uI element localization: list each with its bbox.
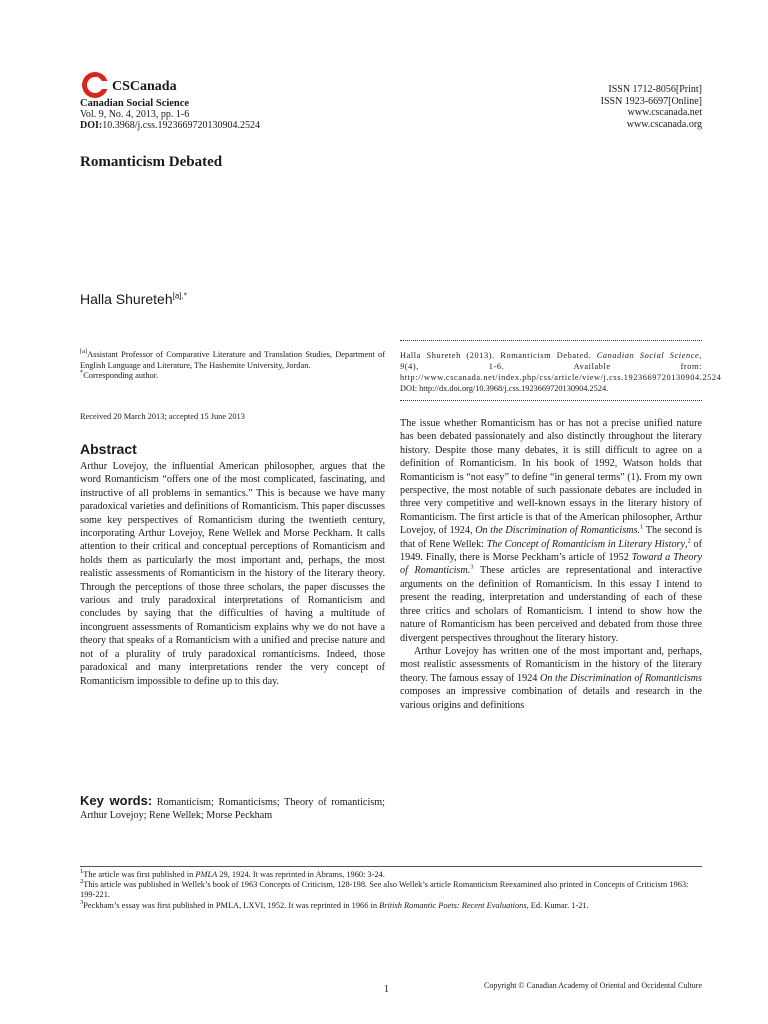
- issn-print: ISSN 1712-8056[Print]: [608, 84, 702, 95]
- doi-line: [80, 120, 260, 131]
- citation-part: Halla Shureteh (2013). Romanticism Debated.: [400, 351, 597, 360]
- citation-volume: 9: [400, 362, 405, 371]
- footnote-number: 2: [80, 878, 84, 886]
- footnote-text: This article was published in Wellek’s book of 1963 Concepts of Criticism, 128-198. See also Wellek’s article Romanticism Reexamined also printed in Concepts of Criticism 1963: 199-221.: [80, 880, 689, 900]
- citation-part: ,: [699, 351, 702, 360]
- body-text-run: composes an impressive combination of details and research in the various origins and definitions: [400, 686, 702, 711]
- website-link-org[interactable]: www.cscanada.org: [626, 118, 702, 130]
- body-italic-title: Toward a Theory of Romanticism.: [400, 552, 702, 577]
- page-number: 1: [384, 984, 389, 995]
- body-text-run: These articles are representational and interactive arguments on the definition of Romanticism. In this essay I intend to present the reading, interpretation and understanding of each of these three critics and scholars of Romanticism. I intend to show how the nature of Romanticism has been perceived and debated from those three divergent perspectives throughout the literary history.: [400, 565, 702, 644]
- volume-line: Vol. 9, No. 4, 2013, pp. 1-6: [80, 109, 190, 120]
- body-italic-title: On the Discrimination of Romanticisms: [539, 672, 702, 684]
- citation-text: [400, 350, 722, 383]
- body-paragraph-1: [400, 417, 702, 645]
- author-line: [80, 291, 187, 307]
- article-title: Romanticism Debated: [80, 154, 223, 170]
- corresponding-note: [80, 371, 385, 382]
- citation-box: [400, 340, 722, 401]
- affiliation-block: [80, 350, 385, 382]
- footnote-2: [80, 880, 702, 900]
- footnote-italic: British Romantic Poets: Recent Evaluations: [379, 900, 527, 910]
- footnote-number: 3: [80, 898, 84, 906]
- journal-info: [80, 98, 260, 131]
- affiliation: [80, 350, 385, 371]
- body-paragraph-2: [400, 645, 702, 712]
- copyright-notice: Copyright © Canadian Academy of Oriental and Occidental Culture: [483, 981, 702, 990]
- cscanada-logo-icon: [80, 70, 110, 100]
- footnote-text: 29, 1924. It was reprinted in Abrams, 1960: 3-24.: [217, 870, 385, 879]
- abstract-body: Arthur Lovejoy, the influential American philosopher, argues that the word Romanticism “offers one of the most complicated, fascinating, and instructive of all problems in semantics.” This is because we have many paradoxical varieties and definitions of Romanticism. This paper discusses some key perspectives of Romanticism during the twentieth century, incorporating Arthur Lovejoy, Rene Wellek and Morse Peckham. It calls attention to their critical and conceptual perceptions of Romanticism and holds them as particularly the most important and, perhaps, the most realistic assessments of Romanticism in the history of the literary theory. Through the perceptions of those three scholars, the paper discusses the various and truly paradoxical interpretations of Romanticism and concludes by saying that the difficulties of having a multitude of incongruent assessments of Romanticism explains why we do not have a theory that speaks of a Romanticism with a unified and precise nature and not of a plurality of truly paradoxical romanticisms. Indeed, those paradoxical and many interpretations render the very concept of Romanticism impossible to define up to this day.: [80, 461, 385, 687]
- body-text-run: ,: [685, 538, 688, 550]
- corresponding-text: Corresponding author.: [83, 371, 159, 380]
- footnote-1: [80, 870, 702, 880]
- keywords-label: Key words:: [80, 793, 153, 808]
- publisher-logo: [80, 70, 177, 100]
- author-name: Halla Shureteh: [80, 291, 173, 307]
- issn-online: ISSN 1923-6697[Online]: [600, 95, 702, 107]
- body-text: [400, 417, 702, 712]
- body-text-run: Arthur Lovejoy has written one of the most important and, perhaps, most realistic assessments of Romanticism in the history of the literary theory. The famous essay of 1924: [400, 645, 702, 684]
- footnote-text: , Ed. Kumar. 1-21.: [526, 900, 589, 910]
- affiliation-text: Assistant Professor of Comparative Literature and Translation Studies, Department of English Language and Literature, The Hashemite University, Jordan.: [80, 350, 385, 370]
- website-link-net[interactable]: www.cscanada.net: [627, 107, 702, 118]
- citation-journal: Canadian Social Science: [596, 351, 700, 360]
- footnote-ref-2[interactable]: 2: [687, 537, 691, 545]
- footnote-divider: [80, 866, 702, 867]
- footnote-ref-1[interactable]: 1: [640, 523, 644, 531]
- keywords: [80, 794, 385, 823]
- citation-doi[interactable]: DOI: http://dx.doi.org/10.3968/j.css.1923669720130904.2524.: [400, 384, 609, 393]
- footnote-number: 1: [80, 868, 84, 876]
- body-text-run: The second is that of Rene Wellek:: [400, 525, 702, 550]
- doi-label: DOI:: [80, 120, 103, 131]
- journal-name: Canadian Social Science: [80, 98, 190, 109]
- corresponding-marker: *: [80, 369, 84, 377]
- footnote-text: Peckham’s essay was first published in PMLA, LXVI, 1952. It was reprinted in 1966 in: [83, 900, 380, 910]
- issn-block: [601, 84, 702, 130]
- doi-value: 10.3968/j.css.1923669720130904.2524: [102, 120, 261, 131]
- footnote-italic: PMLA: [195, 870, 218, 879]
- footnotes: [80, 870, 702, 911]
- footnote-ref-3[interactable]: 3: [470, 564, 474, 572]
- received-dates: Received 20 March 2013; accepted 15 June 2013: [80, 412, 245, 421]
- body-text-run: The issue whether Romanticism has or has not a precise unified nature has been debated passionately and also distinctly throughout the literary history. Despite those many debates, it is still difficult to agree on a definition of Romanticism. In his book of 1992, Watson holds that Romanticism is “not easy” to define “in general terms” (1). From my own perspective, the most notable of such passionate debates are included in three very competitive and well-known essays in the literary history of Romanticism. The first article is that of the American philosopher, Arthur Lovejoy, of 1924,: [400, 418, 702, 537]
- affiliation-marker: [a]: [80, 348, 88, 356]
- body-text-run: of 1949. Finally, there is Morse Peckham’s article of 1952: [400, 538, 702, 564]
- footnote-3: [80, 898, 702, 911]
- author-affiliation-marker: [a],*: [172, 291, 187, 301]
- abstract-heading: Abstract: [80, 441, 137, 457]
- keywords-text: Romanticism; Romanticisms; Theory of romanticism; Arthur Lovejoy; Rene Wellek; Morse Peckham: [80, 797, 386, 822]
- publisher-name: CSCanada: [112, 79, 177, 94]
- body-italic-title: The Concept of Romanticism in Literary History: [486, 538, 686, 550]
- body-italic-title: On the Discrimination of Romanticisms.: [475, 525, 641, 537]
- footnote-text: The article was first published in: [83, 870, 196, 879]
- citation-url[interactable]: (4), 1-6. Available from: http://www.cscanada.net/index.php/css/article/view/j.css.1923669720130904.2524: [400, 362, 722, 382]
